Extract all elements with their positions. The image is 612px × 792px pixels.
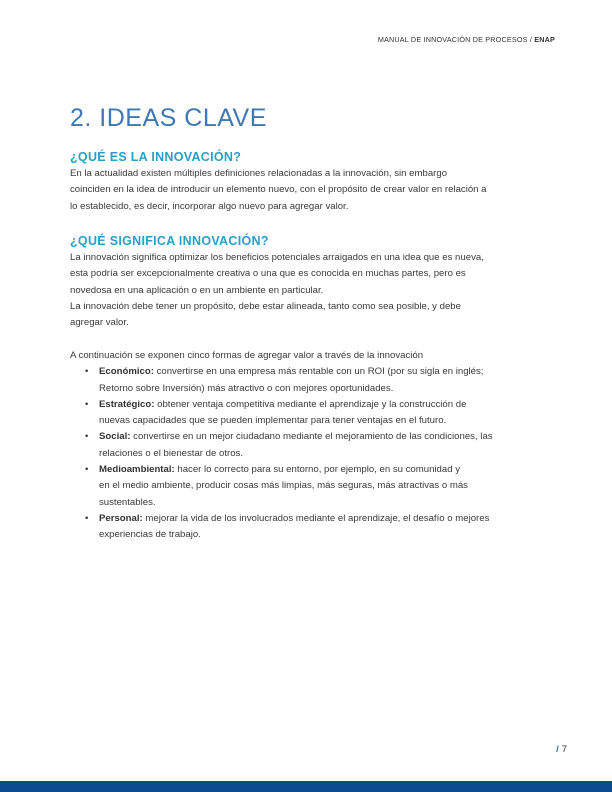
list-item-label: Medioambiental:	[99, 464, 175, 476]
page-number-value: 7	[561, 744, 567, 755]
section-paragraph	[70, 166, 556, 215]
text-line: convertirse en una empresa más rentable con un ROI (por su sigla en inglés;	[156, 366, 484, 378]
section-que-significa-innovacion	[70, 234, 556, 331]
list-item	[99, 462, 556, 511]
text-line: esta podría ser excepcionalmente creativa o una que es conocida en muchas partes, pero es	[70, 268, 466, 280]
running-header	[378, 35, 555, 44]
section-paragraph	[70, 250, 556, 331]
list-item	[99, 397, 556, 430]
list-item-label: Personal:	[99, 512, 143, 524]
text-line: obtener ventaja competitiva mediante el aprendizaje y la construcción de	[157, 398, 467, 410]
text-line: mejorar la vida de los involucrados mediante el aprendizaje, el desafío o mejores	[145, 512, 490, 524]
header-text: MANUAL DE INNOVACIÓN DE PROCESOS /	[377, 35, 535, 44]
list-item	[99, 429, 556, 462]
list-item-label: Económico:	[99, 366, 154, 378]
list-item	[99, 511, 556, 544]
text-line: hacer lo correcto para su entorno, por ejemplo, en su comunidad y	[177, 464, 461, 476]
text-line: relaciones o el bienestar de otros.	[99, 447, 243, 459]
list-item-label: Estratégico:	[99, 398, 155, 410]
page-number	[556, 744, 567, 755]
text-line: lo establecido, es decir, incorporar algo nuevo para agregar valor.	[70, 200, 349, 212]
text-line: coinciden en la idea de introducir un elemento nuevo, con el propósito de crear valor en relación a	[70, 184, 487, 196]
text-line: novedosa en una aplicación o en un ambiente en particular.	[70, 284, 324, 296]
text-line: experiencias de trabajo.	[99, 529, 201, 541]
text-line: nuevas capacidades que se pueden implementar para tener ventajas en el futuro.	[99, 415, 447, 427]
intro-paragraph: A continuación se exponen cinco formas de agregar valor a través de la innovación	[70, 350, 424, 361]
text-line: sustentables.	[99, 496, 156, 508]
value-list	[70, 364, 556, 543]
text-line: Retorno sobre Inversión) más atractivo o con mejores oportunidades.	[99, 382, 394, 394]
page-slash: /	[556, 744, 559, 755]
text-line: La innovación debe tener un propósito, debe estar alineada, tanto como sea posible, y debe	[70, 300, 461, 312]
text-line: convertirse en un mejor ciudadano mediante el mejoramiento de las condiciones, las	[133, 431, 493, 443]
text-line: agregar valor.	[70, 317, 129, 329]
section-que-es-innovacion	[70, 150, 556, 215]
section-formas-valor	[70, 348, 556, 544]
footer-bar	[0, 781, 612, 792]
section-heading: ¿QUÉ ES LA INNOVACIÓN?	[70, 150, 242, 164]
list-item	[99, 364, 556, 397]
text-line: La innovación significa optimizar los beneficios potenciales arraigados en una idea que es nueva,	[70, 252, 484, 263]
header-brand: ENAP	[534, 35, 555, 44]
page-title: 2. IDEAS CLAVE	[70, 104, 267, 132]
text-line: En la actualidad existen múltiples definiciones relacionadas a la innovación, sin embargo	[70, 168, 448, 179]
list-item-label: Social:	[99, 431, 131, 443]
section-heading: ¿QUÉ SIGNIFICA INNOVACIÓN?	[70, 234, 269, 248]
text-line: en el medio ambiente, producir cosas más limpias, más seguras, más atractivas o más	[99, 480, 468, 492]
